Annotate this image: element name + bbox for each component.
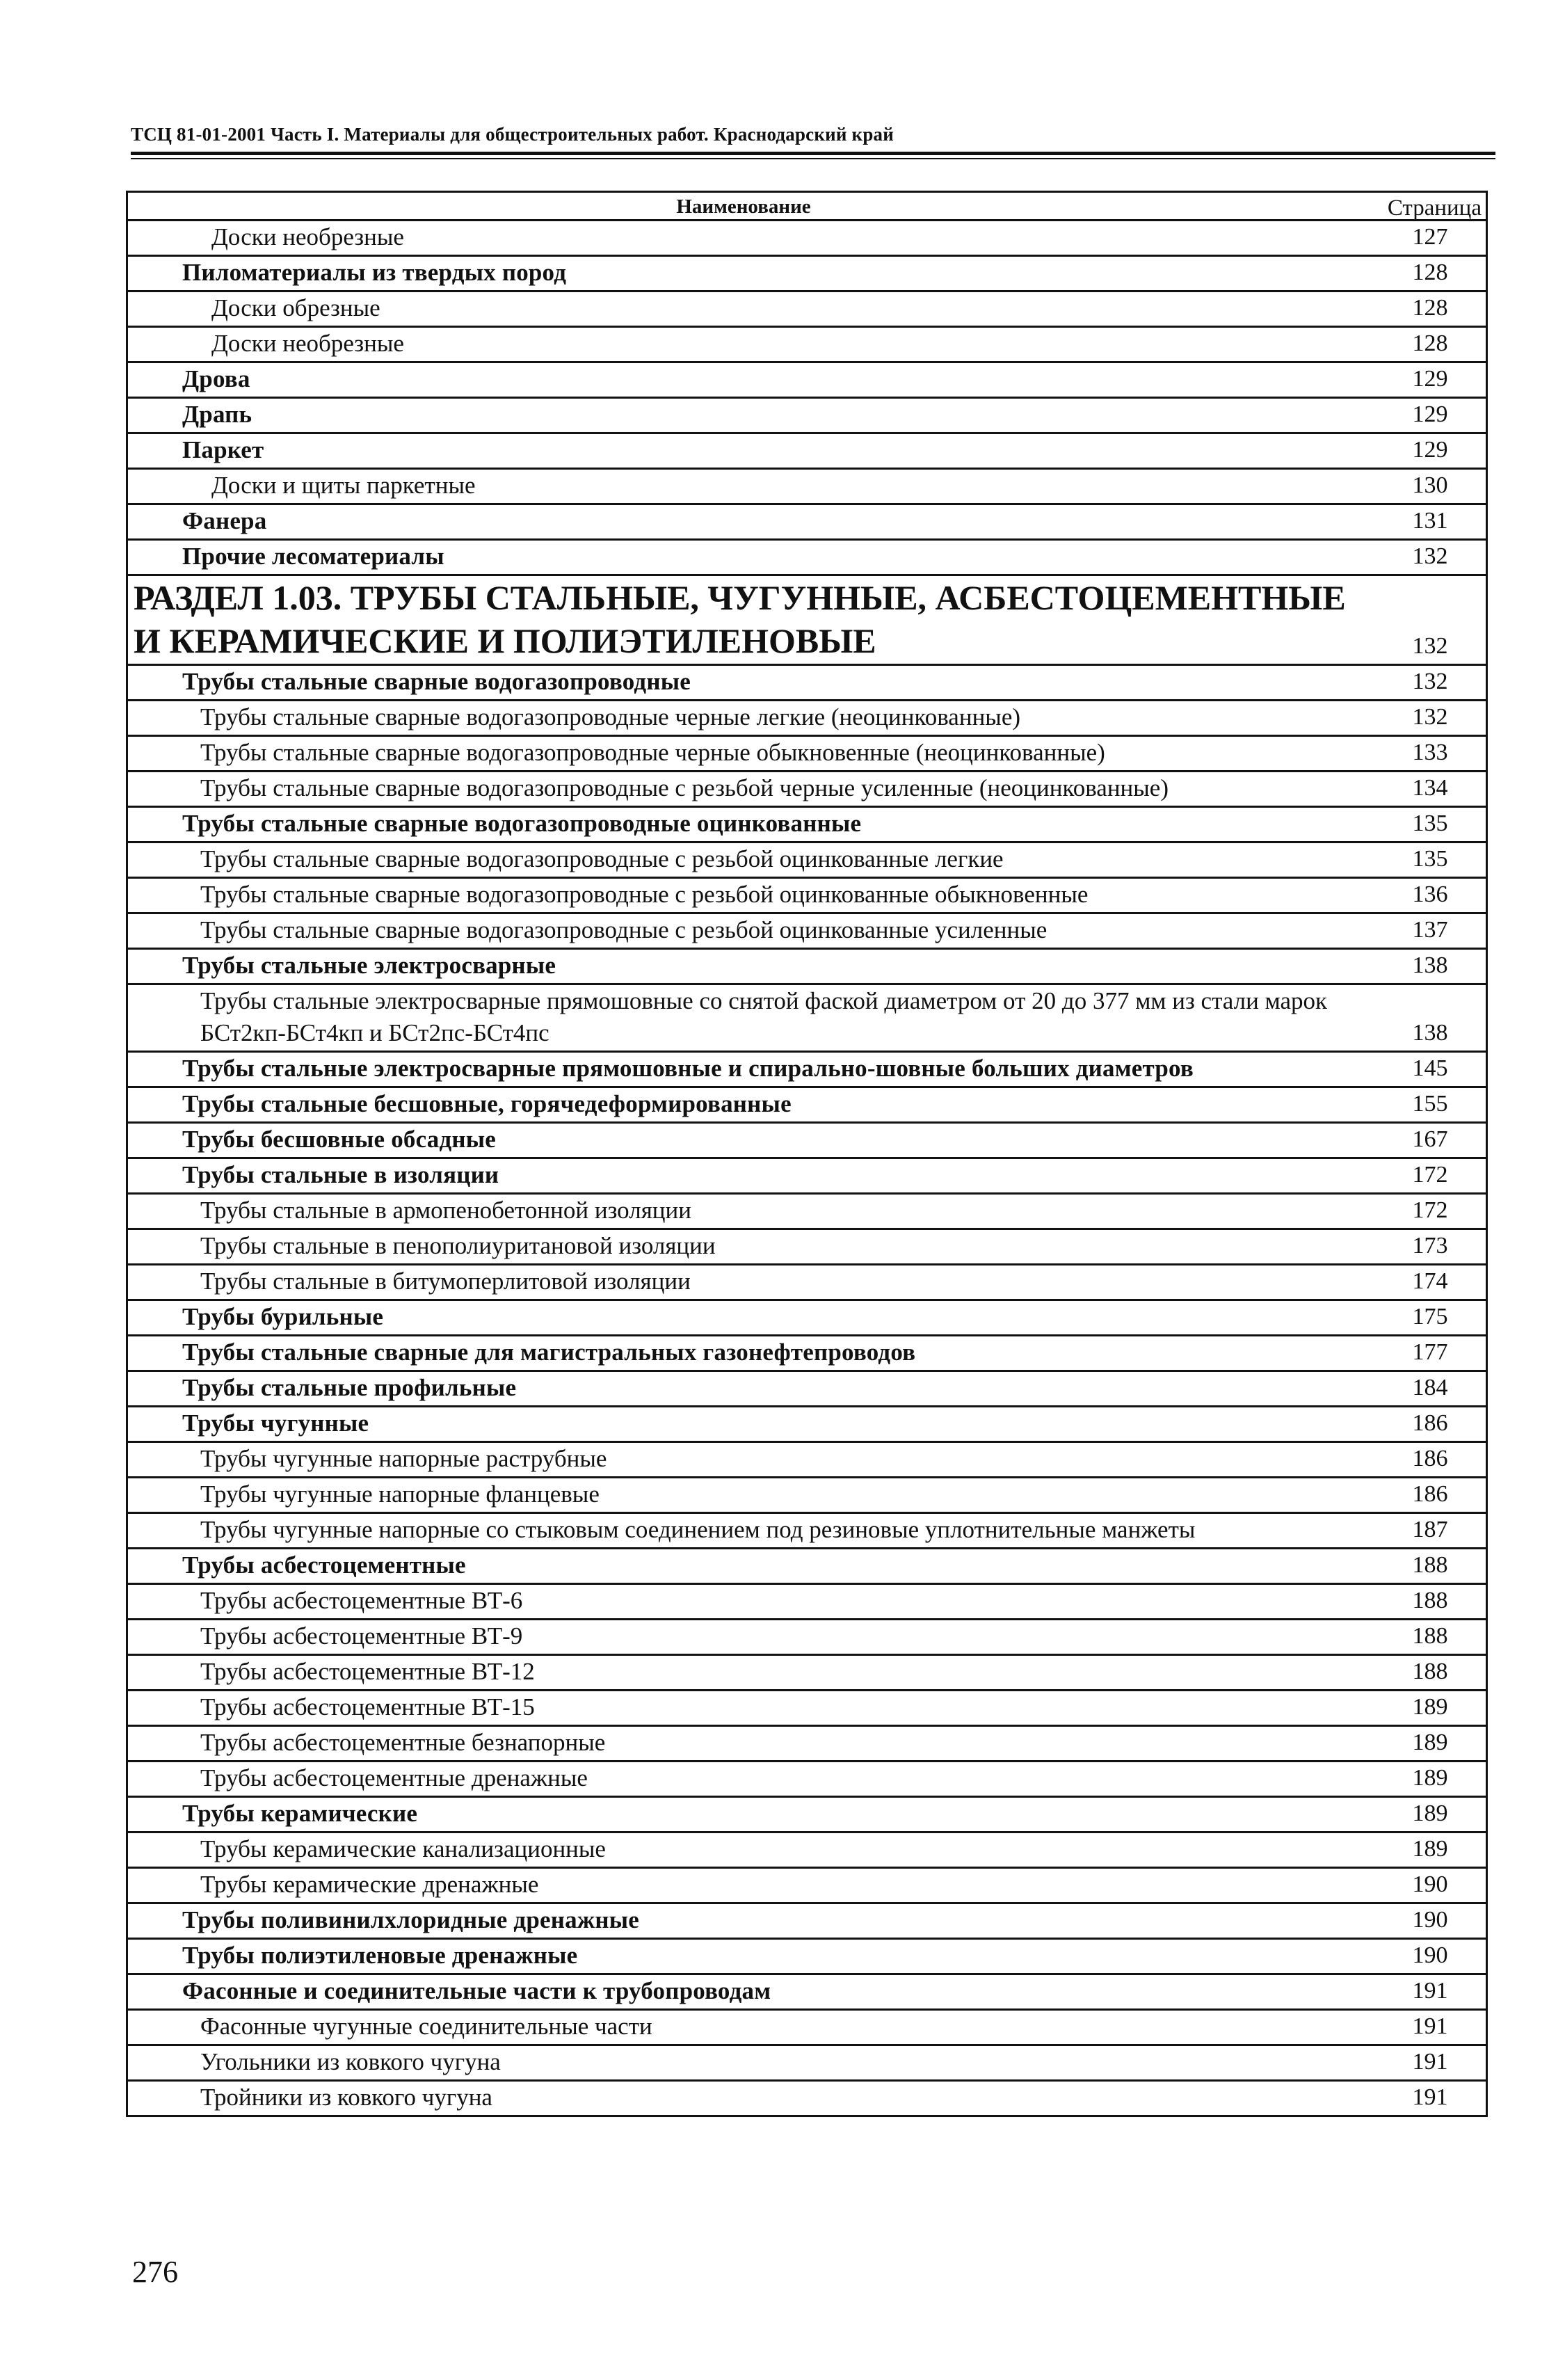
entry-page-number: 188 [1412,1552,1448,1578]
item-row[interactable] [128,1230,1486,1265]
entry-page-number: 191 [1412,2084,1448,2110]
entry-page-number: 186 [1412,1481,1448,1507]
entry-page-number: 134 [1412,775,1448,801]
entry-title: Трубы стальные в пенополиуритановой изоляции [200,1232,716,1259]
column-header-name: Наименование [676,195,811,218]
entry-page-number: 132 [1412,543,1448,569]
entry-title: Трубы стальные сварные водогазопроводные с резьбой оцинкованные легкие [200,845,1004,872]
item-row[interactable] [128,2082,1486,2115]
item-row[interactable] [128,1478,1486,1514]
contents-table-body [128,221,1486,2115]
page-number: 276 [132,2255,178,2289]
entry-page-number: 190 [1412,1942,1448,1968]
entry-title: Трубы стальные электросварные прямошовные и спирально-шовные больших диаметров [182,1055,1194,1082]
item-row[interactable] [128,843,1486,879]
entry-page-number: 128 [1412,330,1448,356]
entry-page-number: 188 [1412,1659,1448,1684]
entry-title: Трубы бесшовные обсадные [182,1126,497,1153]
entry-title: Фасонные и соединительные части к трубопроводам [182,1977,771,2004]
entry-title: Трубы полиэтиленовые дренажные [182,1942,578,1969]
group-row[interactable] [128,1798,1486,1833]
entry-title: РАЗДЕЛ 1.03. ТРУБЫ СТАЛЬНЫЕ, ЧУГУННЫЕ, АСБЕСТОЦЕМЕНТНЫЕ И КЕРАМИЧЕСКИЕ И ПОЛИЭТИЛЕНОВЫЕ [134,578,1346,660]
entry-title: Драпь [182,401,252,428]
entry-title: Трубы асбестоцементные дренажные [200,1764,588,1791]
header-rule-thin [131,158,1495,159]
entry-title: Фанера [182,507,267,534]
entry-title: Трубы керамические [182,1800,418,1827]
item-row[interactable] [128,737,1486,772]
section-heading-row[interactable] [128,576,1486,666]
entry-title: Трубы стальные сварные водогазопроводные с резьбой оцинкованные обыкновенные [200,881,1089,908]
entry-page-number: 145 [1412,1055,1448,1081]
item-row[interactable] [128,1869,1486,1904]
entry-title: Трубы асбестоцементные ВТ-12 [200,1658,535,1685]
entry-page-number: 167 [1412,1126,1448,1152]
entry-page-number: 132 [1412,633,1448,659]
item-row[interactable] [128,1514,1486,1549]
group-row[interactable] [128,1124,1486,1159]
entry-page-number: 189 [1412,1836,1448,1862]
item-row[interactable] [128,1195,1486,1230]
entry-page-number: 155 [1412,1091,1448,1117]
entry-title: Пиломатериалы из твердых пород [182,259,567,286]
entry-title: Трубы асбестоцементные ВТ-15 [200,1693,535,1720]
item-row[interactable] [128,772,1486,808]
entry-title: Доски и щиты паркетные [211,472,476,499]
item-row[interactable] [128,1620,1486,1656]
group-row[interactable] [128,434,1486,470]
entry-title: Трубы чугунные напорные раструбные [200,1445,607,1472]
group-row[interactable] [128,1159,1486,1195]
item-row[interactable] [128,2011,1486,2046]
entry-title: Трубы стальные сварные водогазопроводные с резьбой оцинкованные усиленные [200,916,1048,943]
entry-title: Трубы стальные в битумоперлитовой изоляции [200,1268,691,1295]
group-row[interactable] [128,399,1486,434]
entry-page-number: 129 [1412,366,1448,392]
entry-title: Паркет [182,436,264,463]
entry-page-number: 190 [1412,1907,1448,1933]
item-row[interactable] [128,1833,1486,1869]
item-row[interactable] [128,328,1486,363]
item-row[interactable] [128,701,1486,737]
entry-page-number: 186 [1412,1410,1448,1436]
entry-page-number: 191 [1412,1978,1448,2004]
entry-page-number: 174 [1412,1268,1448,1294]
group-row[interactable] [128,1407,1486,1443]
entry-page-number: 189 [1412,1765,1448,1791]
contents-table [126,191,1488,2117]
entry-page-number: 175 [1412,1304,1448,1329]
entry-page-number: 188 [1412,1588,1448,1613]
entry-title: Трубы стальные сварные водогазопроводные [182,668,691,695]
entry-page-number: 128 [1412,295,1448,321]
entry-page-number: 187 [1412,1517,1448,1542]
entry-page-number: 184 [1412,1375,1448,1400]
entry-title: Трубы асбестоцементные ВТ-9 [200,1622,523,1650]
entry-title: Трубы стальные бесшовные, горячедеформированные [182,1090,792,1117]
entry-title: Трубы стальные сварные водогазопроводные черные обыкновенные (неоцинкованные) [200,739,1105,766]
entry-title: Трубы керамические дренажные [200,1871,539,1898]
entry-title: Трубы стальные профильные [182,1374,517,1401]
entry-page-number: 186 [1412,1446,1448,1471]
item-row[interactable] [128,914,1486,950]
group-row[interactable] [128,505,1486,541]
group-row[interactable] [128,950,1486,985]
entry-page-number: 191 [1412,2013,1448,2039]
entry-page-number: 132 [1412,704,1448,730]
item-row[interactable] [128,1656,1486,1691]
group-row[interactable] [128,1372,1486,1407]
entry-page-number: 189 [1412,1730,1448,1755]
entry-title: Трубы поливинилхлоридные дренажные [182,1906,640,1933]
group-row[interactable] [128,1940,1486,1975]
group-row[interactable] [128,1088,1486,1124]
group-row[interactable] [128,257,1486,292]
contents-table-header [128,193,1486,221]
group-row[interactable] [128,1336,1486,1372]
entry-page-number: 129 [1412,401,1448,427]
entry-title: Тройники из ковкого чугуна [200,2084,492,2111]
entry-page-number: 127 [1412,224,1448,250]
item-row[interactable] [128,470,1486,505]
group-row[interactable] [128,1975,1486,2011]
entry-page-number: 189 [1412,1694,1448,1720]
item-row[interactable] [128,1762,1486,1798]
entry-page-number: 128 [1412,259,1448,285]
entry-title: Трубы стальные сварные для магистральных газонефтепроводов [182,1339,916,1366]
group-row[interactable] [128,1301,1486,1336]
entry-page-number: 191 [1412,2049,1448,2075]
item-row[interactable] [128,1265,1486,1301]
group-row[interactable] [128,541,1486,576]
entry-title: Трубы асбестоцементные [182,1551,466,1579]
item-row[interactable] [128,292,1486,328]
entry-page-number: 130 [1412,472,1448,498]
entry-page-number: 177 [1412,1339,1448,1365]
item-row[interactable] [128,879,1486,914]
entry-page-number: 132 [1412,669,1448,694]
item-row[interactable] [128,221,1486,257]
item-row[interactable] [128,1727,1486,1762]
entry-title: Трубы бурильные [182,1303,384,1330]
entry-page-number: 131 [1412,508,1448,534]
entry-title: Трубы стальные электросварные [182,952,556,979]
entry-page-number: 190 [1412,1871,1448,1897]
entry-page-number: 138 [1412,952,1448,978]
entry-title: Трубы чугунные [182,1409,369,1437]
entry-page-number: 172 [1412,1197,1448,1223]
entry-page-number: 129 [1412,437,1448,463]
group-row[interactable] [128,666,1486,701]
entry-title: Трубы стальные сварные водогазопроводные оцинкованные [182,810,862,837]
entry-title: Фасонные чугунные соединительные части [200,2013,652,2040]
entry-title: Трубы керамические канализационные [200,1835,606,1862]
entry-title: Доски необрезные [211,330,404,357]
entry-title: Трубы стальные электросварные прямошовные со снятой фаской диаметром от 20 до 377 мм из стали марок БСт2кп-БСт4кп и БСт2пс-БСт4пс [200,987,1328,1046]
entry-title: Прочие лесоматериалы [182,543,444,570]
entry-title: Трубы чугунные напорные со стыковым соединением под резиновые уплотнительные манжеты [200,1516,1196,1543]
entry-page-number: 188 [1412,1623,1448,1649]
group-row[interactable] [128,1904,1486,1940]
column-header-page: Страница [1387,195,1482,221]
entry-page-number: 173 [1412,1233,1448,1259]
entry-page-number: 137 [1412,917,1448,943]
entry-title: Трубы стальные сварные водогазопроводные черные легкие (неоцинкованные) [200,703,1021,730]
entry-page-number: 172 [1412,1162,1448,1188]
entry-title: Трубы стальные в изоляции [182,1161,499,1188]
item-row[interactable] [128,985,1486,1053]
group-row[interactable] [128,1549,1486,1585]
group-row[interactable] [128,1053,1486,1088]
entry-title: Трубы чугунные напорные фланцевые [200,1480,600,1508]
item-row[interactable] [128,2046,1486,2082]
item-row[interactable] [128,1691,1486,1727]
entry-title: Трубы асбестоцементные ВТ-6 [200,1587,523,1614]
entry-title: Трубы асбестоцементные безнапорные [200,1729,606,1756]
entry-title: Трубы стальные в армопенобетонной изоляции [200,1197,691,1224]
entry-page-number: 136 [1412,881,1448,907]
entry-title: Доски обрезные [211,294,380,321]
entry-title: Угольники из ковкого чугуна [200,2048,501,2075]
entry-page-number: 135 [1412,810,1448,836]
entry-page-number: 133 [1412,740,1448,765]
entry-title: Трубы стальные сварные водогазопроводные с резьбой черные усиленные (неоцинкованные) [200,774,1169,801]
header-rule [131,152,1495,155]
item-row[interactable] [128,1443,1486,1478]
item-row[interactable] [128,1585,1486,1620]
group-row[interactable] [128,363,1486,399]
entry-title: Доски необрезные [211,223,404,250]
running-header: ТСЦ 81-01-2001 Часть I. Материалы для общестроительных работ. Краснодарский край [131,124,894,145]
group-row[interactable] [128,808,1486,843]
entry-page-number: 189 [1412,1800,1448,1826]
entry-page-number: 138 [1412,1020,1448,1046]
entry-title: Дрова [182,365,250,392]
entry-page-number: 135 [1412,846,1448,872]
